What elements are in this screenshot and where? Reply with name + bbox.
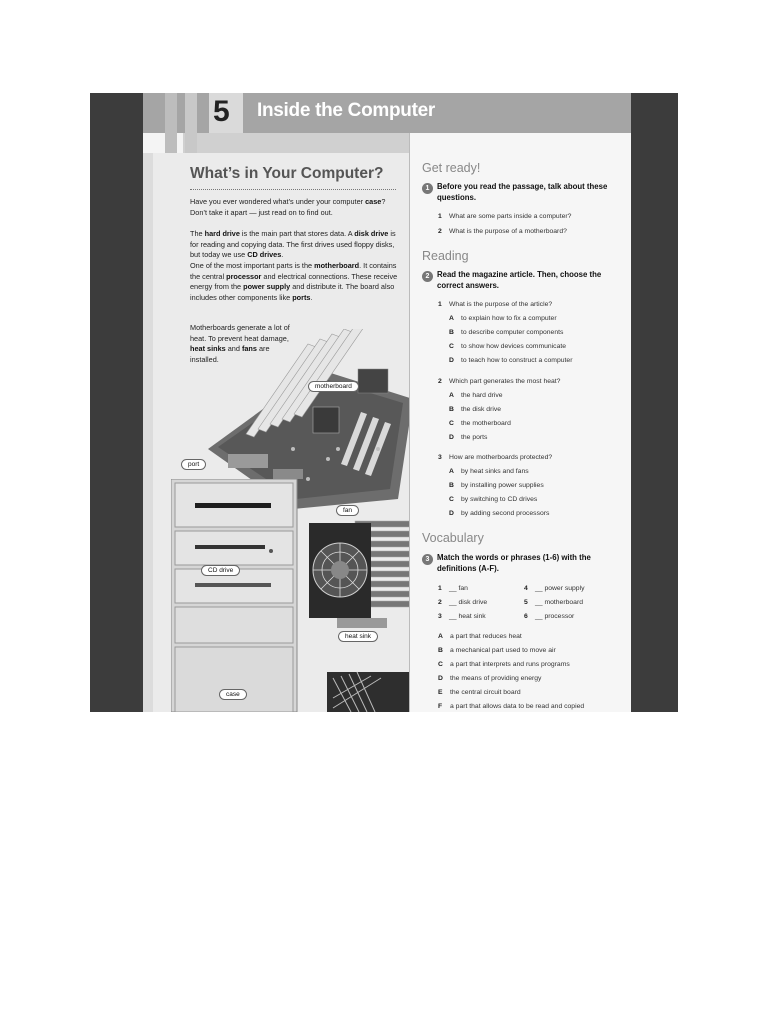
question-text: What are some parts inside a computer? [449,213,572,220]
word-number: 2 [438,599,442,606]
option-text: the disk drive [461,406,502,413]
option-text: to teach how to construct a computer [461,357,573,364]
key-term: fans [241,344,257,354]
fan-heat-sink-photo [307,513,417,635]
vocabulary-instruction: Match the words or phrases (1-6) with the definitions (A-F). [437,553,591,573]
article-paragraph: Have you ever wondered what’s under your computer case? Don’t take it apart — just read on to find out. [190,197,386,217]
option-letter: B [449,406,454,413]
definition-text: the means of providing energy [450,675,542,682]
exercise-number-icon: 3 [422,554,433,565]
option-text: to describe computer components [461,329,564,336]
exercise-number-icon: 2 [422,271,433,282]
option-text: by adding second processors [461,510,550,517]
power-supply-photo [311,668,409,712]
option-text: to show how devices communicate [461,343,567,350]
option-text: the ports [461,434,488,441]
option-letter: C [449,420,454,427]
article-paragraph: One of the most important parts is the motherboard. It contains the central processor and electrical connections. These receive energy from the power supply and distribute it. The board also includes other components like ports. [190,261,398,302]
key-term: power supply [243,282,291,292]
word-number: 4 [524,585,528,592]
fan-label: fan [336,505,359,516]
computer-case-photo [171,479,301,712]
column-divider [409,133,410,712]
definition-text: a part that interprets and runs programs [450,661,570,668]
key-term: hard drive [204,229,240,238]
key-term: ports [292,292,311,302]
article-paragraph: The hard drive is the main part that stores data. A disk drive is for reading and copying data. The first drives used floppy disks, but today we use CD drives. [190,229,396,260]
definition-letter: F [438,703,443,710]
option-letter: A [449,315,454,322]
option-text: by switching to CD drives [461,496,538,503]
definition-text: the central circuit board [450,689,521,696]
definition-text: a part that allows data to be read and copied [450,703,585,710]
definition-letter: C [438,661,443,668]
exercise-number-icon: 1 [422,183,433,194]
motherboard-label: motherboard [308,381,359,392]
port-label: port [181,459,206,470]
unit-title: Inside the Computer [257,100,435,121]
option-text: by installing power supplies [461,482,544,489]
get-ready-instruction: Before you read the passage, talk about these questions. [437,182,608,202]
header-tab-decoration [165,93,177,153]
option-letter: B [449,482,454,489]
question-number: 1 [438,213,442,220]
key-term: processor [226,271,262,281]
word-number: 5 [524,599,528,606]
reading-instruction: Read the magazine article. Then, choose the correct answers. [437,270,602,290]
reading-heading: Reading [422,249,469,263]
option-text: by heat sinks and fans [461,468,529,475]
question-number: 1 [438,301,442,308]
key-term: CD drives [247,250,282,260]
get-ready-heading: Get ready! [422,161,481,175]
option-letter: C [449,343,454,350]
option-letter: D [449,357,454,364]
word-text: __ power supply [535,585,585,592]
definition-letter: E [438,689,443,696]
option-letter: D [449,510,454,517]
definition-text: a part that reduces heat [450,633,522,640]
key-term: case [365,197,382,206]
question-text: Which part generates the most heat? [449,378,561,385]
article-paragraph: Motherboards generate a lot of heat. To prevent heat damage, heat sinks and fans are installed. [190,323,290,364]
option-letter: A [449,392,454,399]
word-number: 3 [438,613,442,620]
option-letter: A [449,468,454,475]
textbook-page [143,93,631,712]
article-title: What’s in Your Computer? [190,165,384,182]
scanned-page-frame [90,93,678,712]
word-text: __ fan [449,585,468,592]
option-text: the motherboard [461,420,511,427]
title-divider [190,189,396,190]
question-text: What is the purpose of the article? [449,301,553,308]
question-number: 2 [438,228,442,235]
key-term: motherboard [314,261,360,270]
word-number: 6 [524,613,528,620]
option-letter: B [449,329,454,336]
header-shade [183,133,409,153]
word-text: __ motherboard [535,599,583,606]
key-term: heat sinks [190,344,226,354]
vocabulary-heading: Vocabulary [422,531,484,545]
definition-letter: A [438,633,443,640]
word-text: __ processor [535,613,575,620]
option-letter: C [449,496,454,503]
question-number: 2 [438,378,442,385]
header-tab-decoration [185,93,197,153]
unit-number: 5 [213,95,230,128]
key-term: disk drive [354,229,389,238]
option-letter: D [449,434,454,441]
definition-text: a mechanical part used to move air [450,647,556,654]
option-text: to explain how to fix a computer [461,315,557,322]
article-panel-edge [143,153,153,712]
definition-letter: B [438,647,443,654]
heat-sink-label: heat sink [338,631,378,642]
cd-drive-label: CD drive [201,565,240,576]
word-text: __ heat sink [449,613,486,620]
case-label: case [219,689,247,700]
word-number: 1 [438,585,442,592]
definition-letter: D [438,675,443,682]
question-text: How are motherboards protected? [449,454,553,461]
option-text: the hard drive [461,392,503,399]
question-text: What is the purpose of a motherboard? [449,228,567,235]
question-number: 3 [438,454,442,461]
word-text: __ disk drive [449,599,488,606]
